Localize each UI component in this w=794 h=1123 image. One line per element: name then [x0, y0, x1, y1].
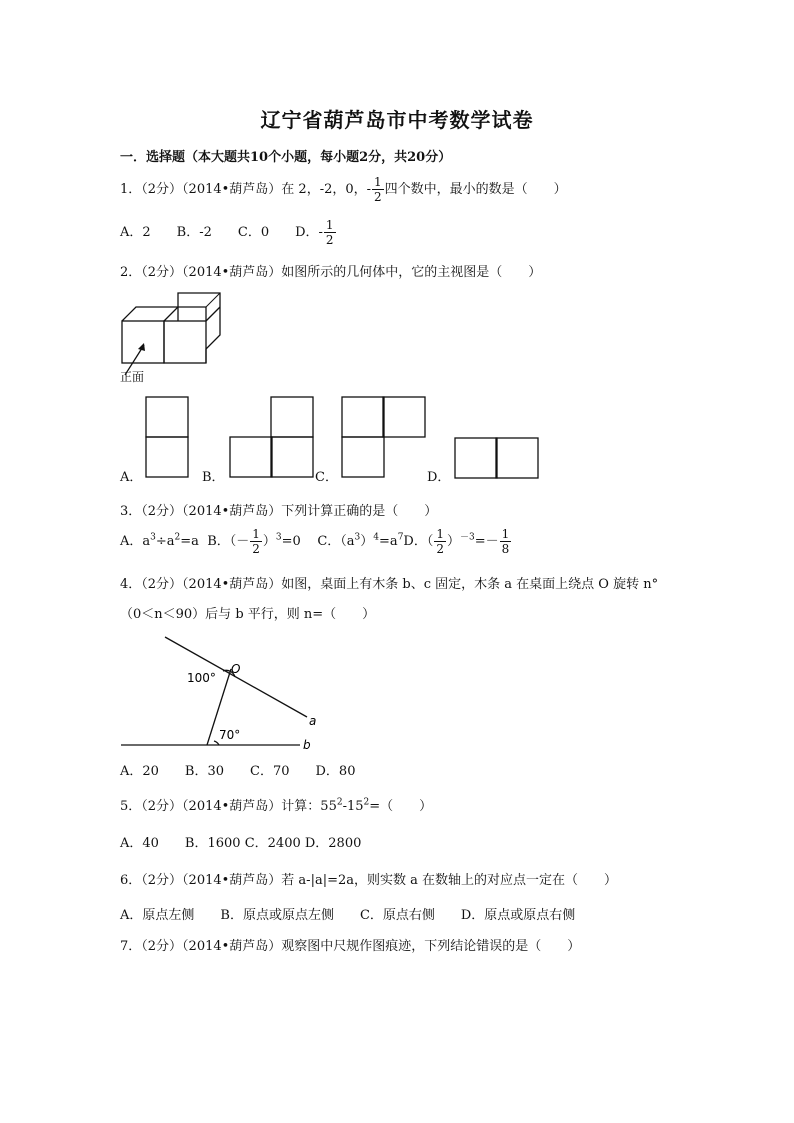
question-4-line1: 4．（2分）（2014•葫芦岛）如图，桌面上有木条 b、c 固定，木条 a 在桌面上绕点 O 旋转 n°: [120, 577, 659, 592]
q3-d-num: 1: [436, 527, 444, 541]
q2-opt-c: C．: [315, 470, 338, 485]
front-label: 正面: [120, 370, 145, 384]
question-3-options: [120, 527, 512, 556]
q2-opt-a: A．: [120, 470, 143, 485]
question-7: 7．（2分）（2014•葫芦岛）观察图中尺规作图痕迹，下列结论错误的是（ ）: [120, 939, 581, 954]
q3-c-sup2: 4: [373, 532, 380, 543]
q5-sup2: 2: [363, 797, 370, 808]
angle-100-label: 100°: [187, 671, 216, 685]
section-heading: 一．选择题（本大题共10个小题，每小题2分，共20分）: [120, 150, 452, 165]
q5-end: =（ ）: [369, 799, 433, 814]
question-1: [120, 175, 567, 204]
q3-d-den2: 8: [501, 542, 510, 556]
option-c-figure: [341, 396, 427, 480]
question-5-options: A．40 B．1600 C．2400 D．2800: [120, 836, 362, 851]
q1-frac-num: 1: [374, 175, 382, 189]
q3-b-eq: =0: [281, 534, 301, 549]
question-6-options: A．原点左侧 B．原点或原点左侧 C．原点右侧 D．原点或原点右侧: [120, 908, 576, 923]
q1-frac-den: 2: [374, 190, 382, 204]
q3-d-eq: =－: [474, 534, 499, 549]
page-title: 辽宁省葫芦岛市中考数学试卷: [260, 108, 534, 132]
q3-d-end: ）: [447, 534, 461, 549]
question-3: 3．（2分）（2014•葫芦岛）下列计算正确的是（ ）: [120, 504, 438, 519]
q3-opt-d: D．（: [403, 534, 434, 549]
q3-c-end: =a: [379, 534, 398, 549]
q3-c-sup3: 7: [397, 532, 404, 543]
label-b: b: [303, 738, 311, 752]
option-d-figure: [454, 437, 540, 480]
question-1-options: [120, 218, 337, 247]
q3-d-num2: 1: [501, 527, 510, 541]
question-6: 6．（2分）（2014•葫芦岛）若 a-|a|=2a，则实数 a 在数轴上的对应点一定在（ ）: [120, 873, 618, 888]
q3-a-end: =a: [180, 534, 199, 549]
q3-c-sup1: 3: [354, 532, 361, 543]
q3-a-sup2: 2: [174, 532, 181, 543]
q1-options-text: A．2 B．-2 C．0 D．-: [120, 225, 323, 240]
option-a-figure: [145, 396, 190, 480]
q3-b-num: 1: [252, 527, 260, 541]
q1-stem-a: 1．（2分）（2014•葫芦岛）在 2，-2，0，-: [120, 182, 372, 197]
q3-b-sup: 3: [275, 532, 282, 543]
q3-opt-a: A．a: [120, 534, 151, 549]
q5-mid: -15: [342, 799, 364, 814]
q1-opt-frac-num: 1: [325, 218, 334, 232]
q1-fraction: [372, 175, 384, 204]
q3-d-fraction: [434, 527, 446, 556]
label-a: a: [309, 714, 317, 728]
q3-d-fraction2: [500, 527, 512, 556]
q1-opt-frac-den: 2: [325, 233, 334, 247]
q3-opt-c: C．（a: [317, 534, 355, 549]
q5-stem-a: 5．（2分）（2014•葫芦岛）计算：55: [120, 799, 337, 814]
q3-c-mid: ）: [360, 534, 374, 549]
q1-opt-fraction: [324, 218, 336, 247]
angle-70-label: 70°: [219, 728, 241, 742]
q2-opt-b: B．: [202, 470, 225, 485]
question-5: [120, 795, 432, 814]
q3-d-den: 2: [436, 542, 444, 556]
q3-a-mid: ÷a: [155, 534, 175, 549]
option-b-figure: [229, 396, 315, 480]
q5-sup1: 2: [336, 797, 343, 808]
q3-a-sup1: 3: [150, 532, 156, 543]
question-2: 2．（2分）（2014•葫芦岛）如图所示的几何体中，它的主视图是（ ）: [120, 265, 542, 280]
q3-d-sup: －3: [460, 532, 475, 543]
q3-b-den: 2: [252, 542, 260, 556]
question-4-line2: （0＜n＜90）后与 b 平行，则 n=（ ）: [120, 607, 376, 622]
q3-opt-b: B．（－: [207, 534, 250, 549]
angle-figure: [115, 625, 325, 755]
q3-b-end: ）: [262, 534, 276, 549]
q3-b-fraction: [250, 527, 262, 556]
question-4-options: A．20 B．30 C．70 D．80: [120, 764, 356, 779]
q1-stem-b: 四个数中，最小的数是（ ）: [384, 182, 567, 197]
q2-opt-d: D．: [427, 470, 451, 485]
label-o: O: [231, 662, 241, 676]
